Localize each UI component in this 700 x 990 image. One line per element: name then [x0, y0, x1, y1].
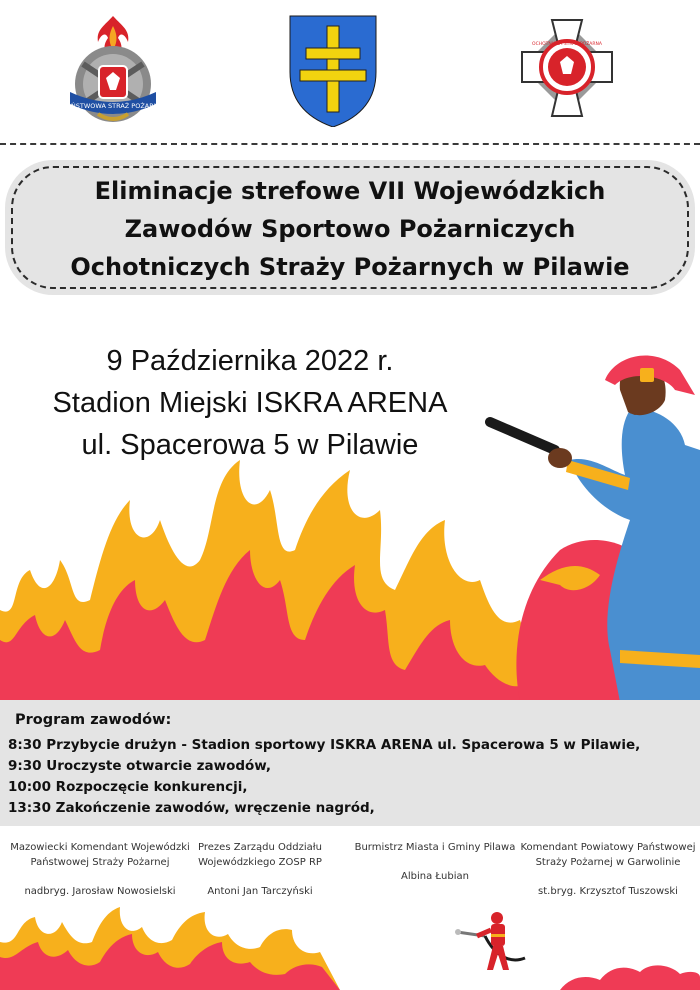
psp-logo-text: PAŃSTWOWA STRAŻ POŻARNA: [62, 102, 164, 110]
signatory-1: [10, 840, 190, 899]
program-panel: [0, 700, 700, 826]
title-line-3: Ochotniczych Straży Pożarnych w Pilawie: [70, 253, 630, 281]
program-item: 10:00 Rozpoczęcie konkurencji,: [8, 779, 248, 795]
event-date: 9 Października 2022 r.: [106, 345, 394, 377]
firefighter-illustration: [480, 350, 700, 702]
flames-illustration: [0, 440, 560, 702]
signatory-name: Albina Łubian: [401, 871, 469, 882]
zosp-logo-icon: [512, 12, 622, 127]
event-address: ul. Spacerowa 5 w Pilawie: [81, 429, 419, 461]
top-divider: [0, 143, 700, 145]
signatory-name: nadbryg. Jarosław Nowosielski: [24, 886, 176, 897]
program-item: 13:30 Zakończenie zawodów, wręczenie nagród,: [8, 800, 375, 816]
signatory-4: [520, 840, 696, 899]
page-title: [10, 172, 690, 286]
signatory-role: Burmistrz Miasta i Gminy Pilawa: [354, 842, 516, 853]
signatories-section: [0, 826, 700, 990]
signatory-role: Państwowej Straży Pożarnej: [30, 857, 170, 868]
signatory-role: Komendant Powiatowy Państwowej: [520, 842, 696, 853]
event-venue: Stadion Miejski ISKRA ARENA: [52, 387, 448, 419]
signatory-role: Wojewódzkiego ZOSP RP: [198, 857, 322, 868]
signatory-3: [350, 840, 520, 884]
zosp-logo-text: OCHOTNICZA STRAŻ POŻARNA: [532, 42, 602, 47]
program-item: 9:30 Uroczyste otwarcie zawodów,: [8, 758, 272, 774]
program-title: Program zawodów:: [15, 712, 172, 728]
signatory-role: Mazowiecki Komendant Wojewódzki: [10, 842, 190, 853]
signatory-role: Straży Pożarnej w Garwolinie: [535, 857, 681, 868]
pilawa-coat-of-arms-icon: [286, 12, 396, 127]
title-line-1: Eliminacje strefowe VII Wojewódzkich: [94, 177, 606, 205]
title-line-2: Zawodów Sportowo Pożarniczych: [124, 215, 576, 243]
small-firefighter-icon: [455, 906, 535, 976]
bottom-flames-illustration: [0, 902, 700, 990]
program-item: 8:30 Przybycie drużyn - Stadion sportowy ISKRA ARENA ul. Spacerowa 5 w Pilawie,: [8, 737, 641, 753]
signatory-name: st.bryg. Krzysztof Tuszowski: [538, 886, 678, 897]
signatory-role: Prezes Zarządu Oddziału: [198, 842, 322, 853]
psp-logo-icon: [58, 12, 168, 127]
signatory-2: [190, 840, 330, 899]
signatory-name: Antoni Jan Tarczyński: [207, 886, 313, 897]
